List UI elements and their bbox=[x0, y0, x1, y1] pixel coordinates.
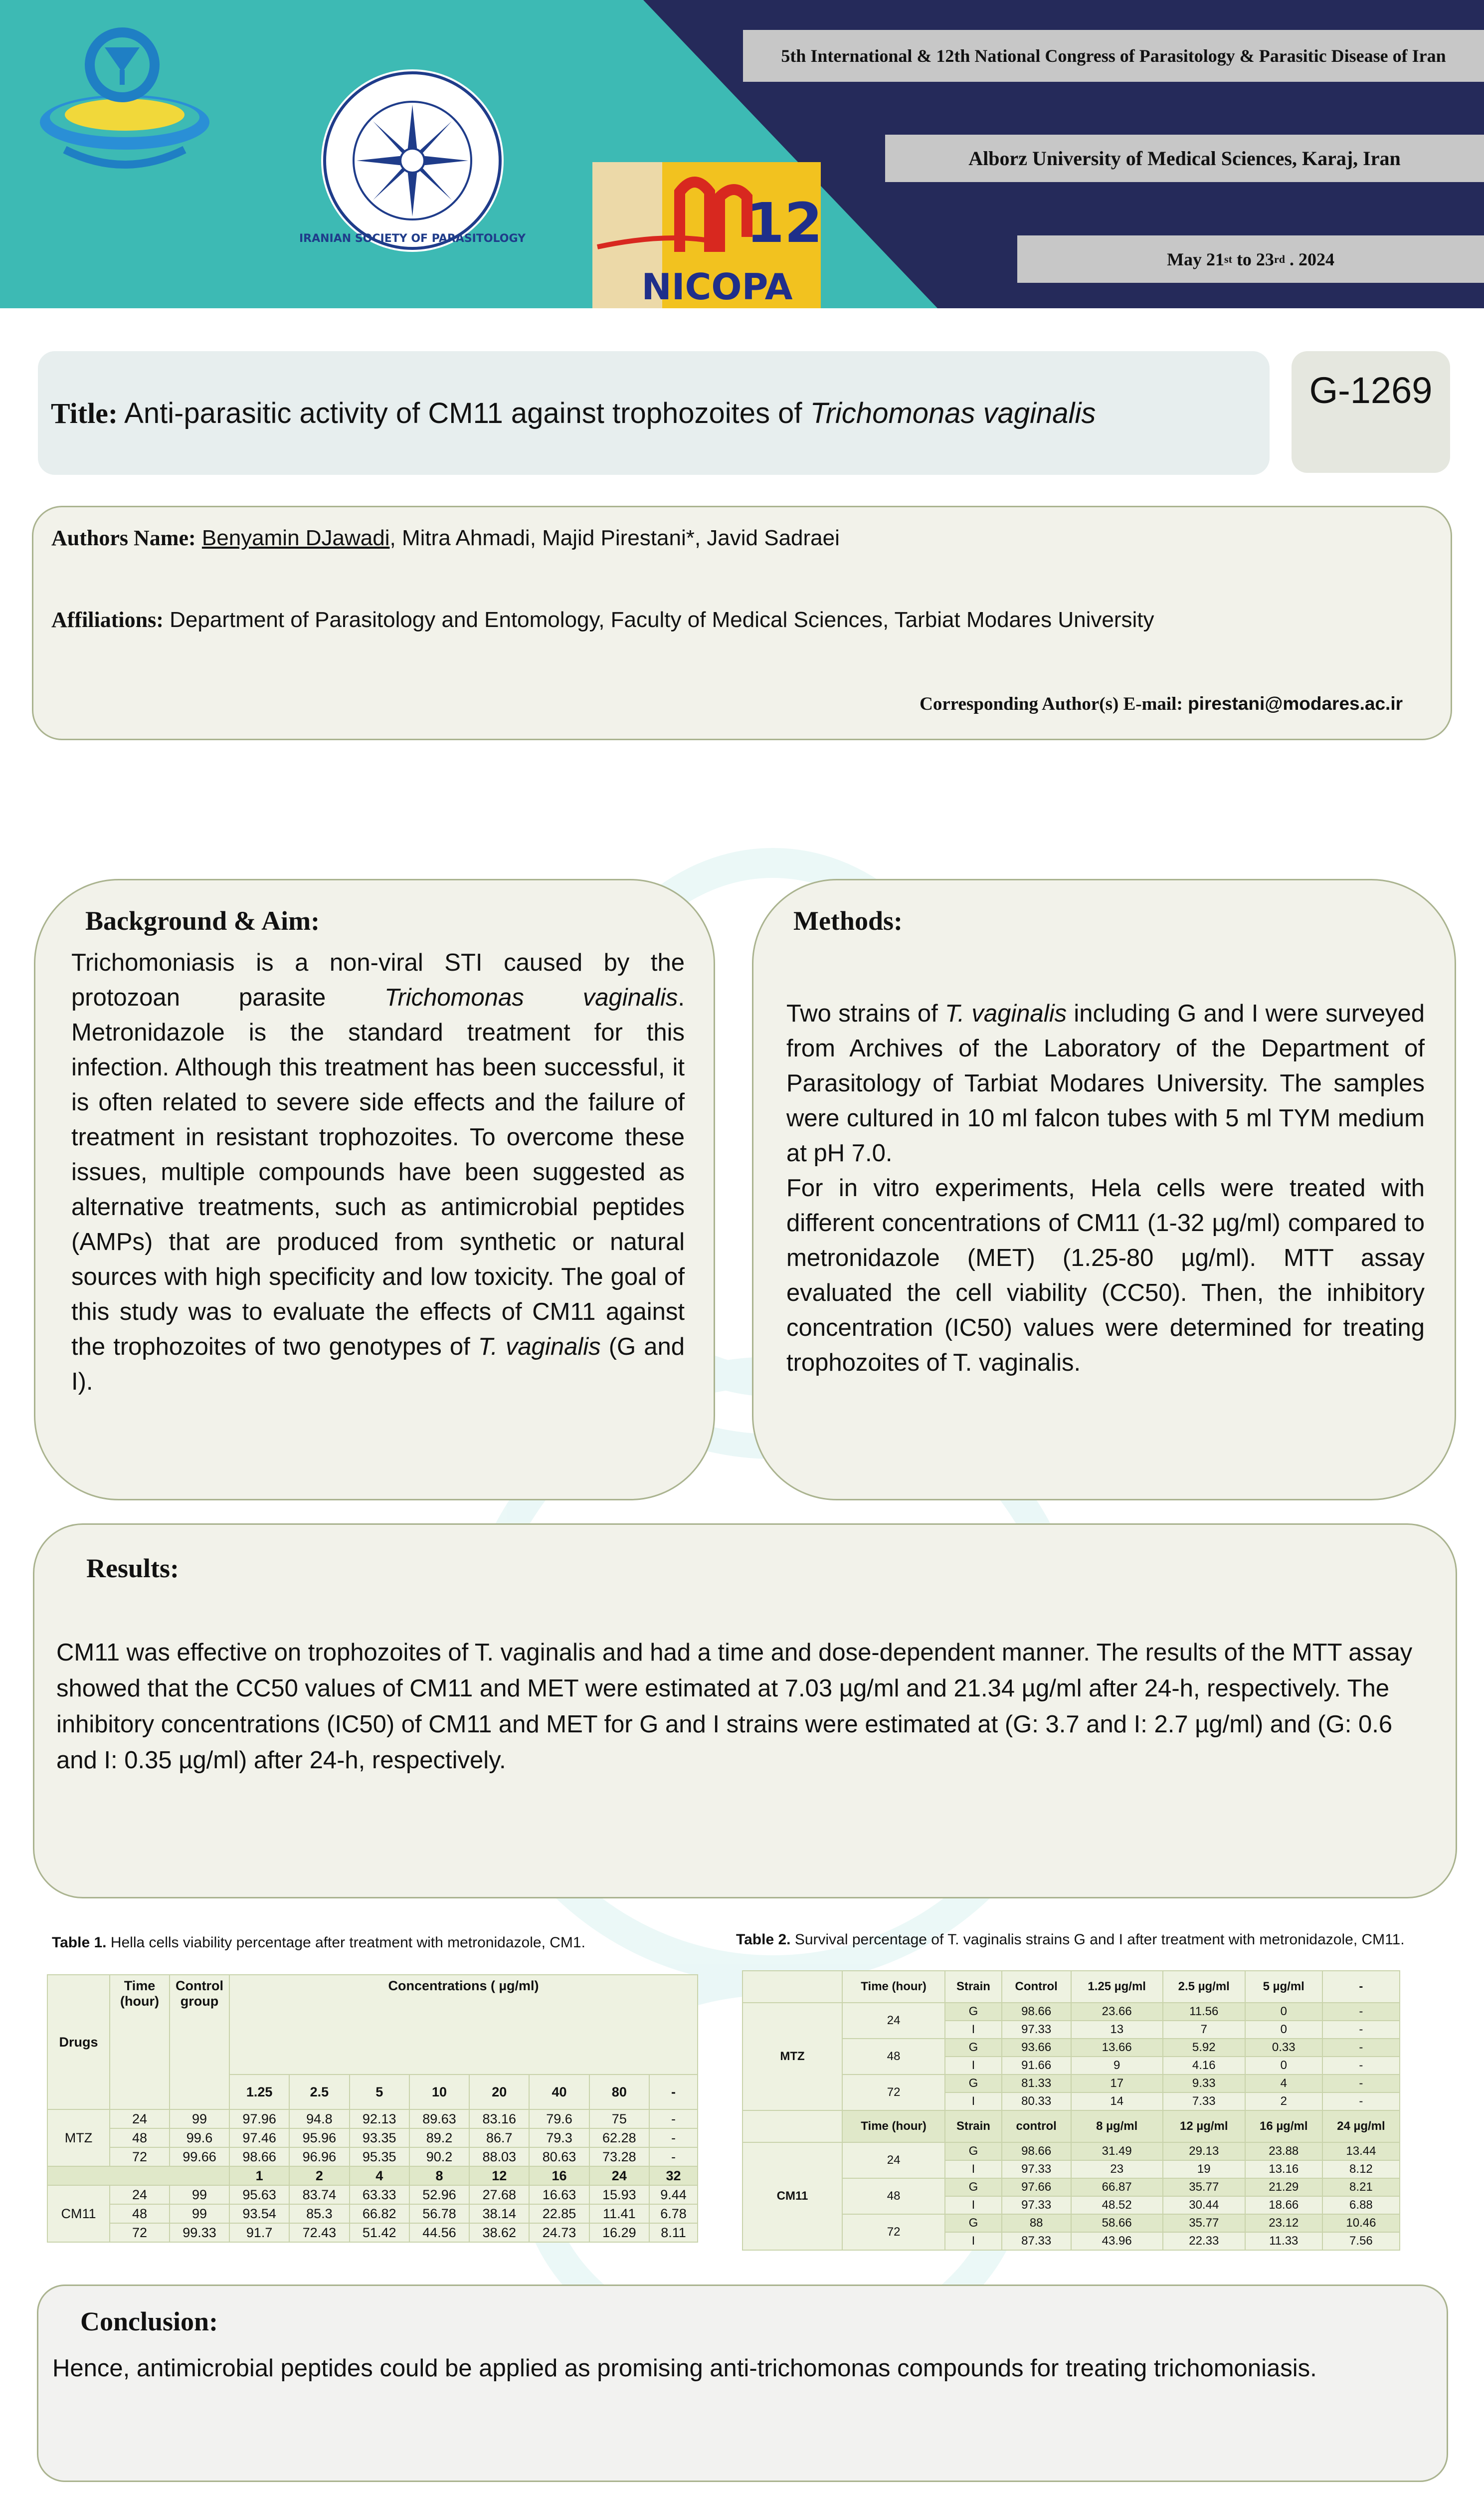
table2-cell: - bbox=[1322, 2075, 1400, 2092]
table1-cell: 9.44 bbox=[649, 2185, 698, 2204]
table2-cell: 93.66 bbox=[1002, 2039, 1071, 2057]
background-species-short: T. vaginalis bbox=[478, 1333, 601, 1360]
table1-header-concentrations: Concentrations ( µg/ml) bbox=[229, 1975, 698, 2075]
poster-title bbox=[51, 397, 1096, 430]
table-row bbox=[47, 2223, 698, 2242]
table1-cell: 51.42 bbox=[350, 2223, 409, 2242]
methods-p2: including G and I were surveyed from Archives of the Laboratory of the Department of Parasitology of Tarbiat Modares University. The samples were cultured in 10 ml falcon tubes with 5 ml TYM medium at pH 7.0. bbox=[786, 1000, 1425, 1167]
table2-cell: 35.77 bbox=[1163, 2214, 1245, 2232]
methods-panel bbox=[752, 879, 1456, 1500]
table2-cell: 98.66 bbox=[1002, 2003, 1071, 2021]
table-row bbox=[47, 2204, 698, 2223]
table2-cell: 4 bbox=[1245, 2075, 1322, 2092]
table1-conc-header: 10 bbox=[409, 2075, 469, 2109]
table1-cell: 11.41 bbox=[589, 2204, 649, 2223]
table2-cell: 0 bbox=[1245, 2003, 1322, 2021]
results-heading: Results: bbox=[86, 1553, 179, 1583]
table1-cell: 93.54 bbox=[229, 2204, 289, 2223]
table2-cell: - bbox=[1322, 2021, 1400, 2039]
table1-cell: 73.28 bbox=[589, 2147, 649, 2166]
table1-cell: 80.63 bbox=[529, 2147, 589, 2166]
table1-cm-conc-header: 24 bbox=[589, 2166, 649, 2185]
background-p1: Trichomoniasis is a non-viral STI caused by the protozoan parasite bbox=[71, 949, 685, 1011]
table1-conc-header: 2.5 bbox=[289, 2075, 349, 2109]
table1-cell: - bbox=[649, 2109, 698, 2128]
table2-header: 5 µg/ml bbox=[1245, 1971, 1322, 2003]
table1-cell: 72 bbox=[110, 2223, 170, 2242]
table2-cell: 23.88 bbox=[1245, 2142, 1322, 2160]
title-text: Anti-parasitic activity of CM11 against trophozoites of bbox=[124, 397, 810, 429]
table2-cell: 18.66 bbox=[1245, 2196, 1322, 2214]
table2-cell: 91.66 bbox=[1002, 2057, 1071, 2075]
conclusion-text: Hence, antimicrobial peptides could be applied as promising anti-trichomonas compounds for treating trichomoniasis. bbox=[52, 2355, 1317, 2382]
table2-time: 48 bbox=[842, 2178, 945, 2214]
table1-cell: 72.43 bbox=[289, 2223, 349, 2242]
table1-cm-conc-header: 1 bbox=[229, 2166, 289, 2185]
table2-cell: 31.49 bbox=[1071, 2142, 1163, 2160]
table1-conc-header: 20 bbox=[469, 2075, 529, 2109]
table2-cell: 6.88 bbox=[1322, 2196, 1400, 2214]
table2-cell: G bbox=[945, 2003, 1002, 2021]
table1-caption-label: Table 1. bbox=[52, 1934, 107, 1951]
methods-text bbox=[786, 996, 1425, 1380]
table2-cell: - bbox=[1322, 2092, 1400, 2110]
table2-cell: 8.21 bbox=[1322, 2178, 1400, 2196]
table1-header-drugs: Drugs bbox=[47, 1975, 110, 2109]
table2-cell: 7.56 bbox=[1322, 2232, 1400, 2250]
table1-cell: 75 bbox=[589, 2109, 649, 2128]
nicopa-number: 12 bbox=[746, 191, 823, 255]
affiliations-line bbox=[51, 607, 1154, 632]
table1-cell: 92.13 bbox=[350, 2109, 409, 2128]
table1-header-control: Control group bbox=[170, 1975, 229, 2109]
other-authors: , Mitra Ahmadi, Majid Pirestani*, Javid Sadraei bbox=[389, 526, 840, 550]
table2-header: 16 µg/ml bbox=[1245, 2110, 1322, 2142]
table1-cell: 79.3 bbox=[529, 2128, 589, 2147]
methods-p3: For in vitro experiments, Hela cells were treated with different concentrations of CM11 (1-32 µg/ml) compared to metronidazole (MET) (1.25-80 µg/ml). MTT assay evaluated the cell viability (CC50). Then, the inhibitory concentration (IC50) values were determined for treating trophozoites of T. vaginalis. bbox=[786, 1175, 1425, 1376]
email-link[interactable]: pirestani@modares.ac.ir bbox=[1188, 693, 1403, 714]
table1-cell: 99 bbox=[170, 2109, 229, 2128]
table1-cell: 22.85 bbox=[529, 2204, 589, 2223]
table1-cell: 66.82 bbox=[350, 2204, 409, 2223]
table2-cell: G bbox=[945, 2075, 1002, 2092]
table2-cell: 23 bbox=[1071, 2160, 1163, 2178]
date-ribbon: May 21 st to 23 rd . 2024 bbox=[1017, 235, 1484, 283]
table2-cell: I bbox=[945, 2232, 1002, 2250]
table2-cell: 11.56 bbox=[1163, 2003, 1245, 2021]
table2-cell: I bbox=[945, 2160, 1002, 2178]
table2-cell: 0 bbox=[1245, 2021, 1322, 2039]
table2-time: 72 bbox=[842, 2214, 945, 2250]
table2-cell: 13.16 bbox=[1245, 2160, 1322, 2178]
conclusion-heading: Conclusion: bbox=[80, 2306, 218, 2336]
table2-header: Strain bbox=[945, 1971, 1002, 2003]
table1-cell: 91.7 bbox=[229, 2223, 289, 2242]
table1-cell: 44.56 bbox=[409, 2223, 469, 2242]
table1-cell: 63.33 bbox=[350, 2185, 409, 2204]
table2-time: 24 bbox=[842, 2142, 945, 2178]
table1-blank-cell bbox=[47, 2166, 229, 2185]
table2-cell: G bbox=[945, 2214, 1002, 2232]
table2-header: - bbox=[1322, 1971, 1400, 2003]
nicopa-logo-icon bbox=[592, 162, 821, 308]
table1-cell: 24 bbox=[110, 2109, 170, 2128]
table2-header: Time (hour) bbox=[842, 2110, 945, 2142]
table1-caption-text: Hella cells viability percentage after treatment with metronidazole, CM1. bbox=[106, 1934, 585, 1951]
table2-cell: - bbox=[1322, 2039, 1400, 2057]
table2-header: 1.25 µg/ml bbox=[1071, 1971, 1163, 2003]
table1-cell: 38.62 bbox=[469, 2223, 529, 2242]
table2-cell: 80.33 bbox=[1002, 2092, 1071, 2110]
table1-cell: - bbox=[649, 2128, 698, 2147]
table2-cell: 88 bbox=[1002, 2214, 1071, 2232]
table2-cell: 35.77 bbox=[1163, 2178, 1245, 2196]
table2-caption bbox=[736, 1931, 1405, 1948]
table1-cell: 99 bbox=[170, 2185, 229, 2204]
table1-cell: 89.63 bbox=[409, 2109, 469, 2128]
table1 bbox=[47, 1974, 698, 2243]
university-ribbon: Alborz University of Medical Sciences, Karaj, Iran bbox=[885, 135, 1484, 182]
table-row bbox=[742, 2142, 1400, 2160]
table1-conc-header: - bbox=[649, 2075, 698, 2109]
table2-cell: 13.44 bbox=[1322, 2142, 1400, 2160]
presenter-name: Benyamin DJawadi bbox=[201, 526, 390, 550]
table1-cell: 79.6 bbox=[529, 2109, 589, 2128]
methods-heading: Methods: bbox=[793, 906, 903, 936]
table2-cell: 0.33 bbox=[1245, 2039, 1322, 2057]
email-label: Corresponding Author(s) E-mail: bbox=[920, 694, 1183, 714]
table2-cell: 17 bbox=[1071, 2075, 1163, 2092]
conclusion-panel bbox=[37, 2285, 1448, 2482]
table1-cell: 85.3 bbox=[289, 2204, 349, 2223]
table2-header: Time (hour) bbox=[842, 1971, 945, 2003]
table2-cell: 66.87 bbox=[1071, 2178, 1163, 2196]
table1-cell: 8.11 bbox=[649, 2223, 698, 2242]
table2-cell: 22.33 bbox=[1163, 2232, 1245, 2250]
title-species: Trichomonas vaginalis bbox=[810, 397, 1096, 429]
table2 bbox=[742, 1970, 1400, 2251]
table1-conc-header: 80 bbox=[589, 2075, 649, 2109]
table2-cell: G bbox=[945, 2178, 1002, 2196]
table1-cell: 99.6 bbox=[170, 2128, 229, 2147]
table1-cell: 95.35 bbox=[350, 2147, 409, 2166]
table1-cell: 88.03 bbox=[469, 2147, 529, 2166]
table2-cell: 5.92 bbox=[1163, 2039, 1245, 2057]
table2-cell: 48.52 bbox=[1071, 2196, 1163, 2214]
table2-cell: 97.33 bbox=[1002, 2196, 1071, 2214]
table-row bbox=[47, 2185, 698, 2204]
table-row bbox=[47, 2147, 698, 2166]
table2-cell: 14 bbox=[1071, 2092, 1163, 2110]
table1-cell: 52.96 bbox=[409, 2185, 469, 2204]
table1-conc-header: 5 bbox=[350, 2075, 409, 2109]
affiliations-label: Affiliations: bbox=[51, 608, 164, 632]
table2-cell: 8.12 bbox=[1322, 2160, 1400, 2178]
table1-cell: 94.8 bbox=[289, 2109, 349, 2128]
table2-header: 24 µg/ml bbox=[1322, 2110, 1400, 2142]
table2-cell: 81.33 bbox=[1002, 2075, 1071, 2092]
table2-cell: 97.33 bbox=[1002, 2021, 1071, 2039]
table2-caption-text: Survival percentage of T. vaginalis strains G and I after treatment with metronidazole, CM11. bbox=[790, 1931, 1405, 1948]
methods-p1: Two strains of bbox=[786, 1000, 945, 1027]
authors-label: Authors Name: bbox=[51, 526, 196, 550]
nicopa-text: NICOPA bbox=[641, 266, 793, 308]
table-row bbox=[742, 2003, 1400, 2021]
table1-cm-conc-header: 8 bbox=[409, 2166, 469, 2185]
table2-header: 12 µg/ml bbox=[1163, 2110, 1245, 2142]
table1-cm-conc-header: 2 bbox=[289, 2166, 349, 2185]
methods-species: T. vaginalis bbox=[945, 1000, 1067, 1027]
table2-time: 48 bbox=[842, 2039, 945, 2075]
results-panel bbox=[33, 1523, 1457, 1898]
table1-cm-conc-header: 16 bbox=[529, 2166, 589, 2185]
table1-cell: 24 bbox=[110, 2185, 170, 2204]
background-species: Trichomonas vaginalis bbox=[384, 984, 678, 1011]
table1-cell: 83.74 bbox=[289, 2185, 349, 2204]
table2-cell: 7 bbox=[1163, 2021, 1245, 2039]
table1-cm-conc-header: 32 bbox=[649, 2166, 698, 2185]
table1-cell: 86.7 bbox=[469, 2128, 529, 2147]
table1-caption bbox=[52, 1934, 585, 1951]
table2-cell: 97.33 bbox=[1002, 2160, 1071, 2178]
table2-cell: 30.44 bbox=[1163, 2196, 1245, 2214]
seal-text: IRANIAN SOCIETY OF PARASITOLOGY bbox=[299, 232, 526, 245]
table2-header: Control bbox=[1002, 1971, 1071, 2003]
table2-cell: 13.66 bbox=[1071, 2039, 1163, 2057]
congress-ribbon: 5th International & 12th National Congress of Parasitology & Parasitic Disease of Iran bbox=[743, 30, 1484, 82]
table1-cell: 16.29 bbox=[589, 2223, 649, 2242]
email-line bbox=[920, 693, 1403, 715]
table2-cell: 13 bbox=[1071, 2021, 1163, 2039]
table2-drug-label: CM11 bbox=[742, 2142, 842, 2250]
society-seal-icon bbox=[299, 67, 526, 254]
table1-cell: 97.96 bbox=[229, 2109, 289, 2128]
table2-cell: I bbox=[945, 2092, 1002, 2110]
authors-line bbox=[51, 525, 840, 551]
table2-header: 2.5 µg/ml bbox=[1163, 1971, 1245, 2003]
table2-cell: 97.66 bbox=[1002, 2178, 1071, 2196]
table2-cell: 21.29 bbox=[1245, 2178, 1322, 2196]
table1-conc-header: 40 bbox=[529, 2075, 589, 2109]
table2-header: 8 µg/ml bbox=[1071, 2110, 1163, 2142]
table1-header-time: Time (hour) bbox=[110, 1975, 170, 2109]
table2-cell: 87.33 bbox=[1002, 2232, 1071, 2250]
table1-cell: - bbox=[649, 2147, 698, 2166]
table2-cell: 9 bbox=[1071, 2057, 1163, 2075]
background-heading: Background & Aim: bbox=[85, 906, 320, 936]
background-p2: . Metronidazole is the standard treatment for this infection. Although this treatment has been successful, it is often related to severe side effects and the failure of treatment in resistant trophozoites. To overcome these issues, multiple compounds have been suggested as alternative treatments, such as antimicrobial peptides (AMPs) that are produced from synthetic or natural sources with high specificity and low toxicity. The goal of this study was to evaluate the effects of CM11 against the trophozoites of two genotypes of bbox=[71, 984, 685, 1360]
table2-cell: 19 bbox=[1163, 2160, 1245, 2178]
table1-drug-label: CM11 bbox=[47, 2185, 110, 2242]
table-row bbox=[47, 2128, 698, 2147]
table1-cell: 98.66 bbox=[229, 2147, 289, 2166]
table2-cell: G bbox=[945, 2142, 1002, 2160]
table1-cell: 38.14 bbox=[469, 2204, 529, 2223]
table1-cell: 16.63 bbox=[529, 2185, 589, 2204]
table1-cell: 97.46 bbox=[229, 2128, 289, 2147]
table2-cell: - bbox=[1322, 2003, 1400, 2021]
table2-cell: 43.96 bbox=[1071, 2232, 1163, 2250]
table2-drug-label: MTZ bbox=[742, 2003, 842, 2110]
background-p3: (G and I). bbox=[71, 1333, 685, 1395]
table2-cell: 58.66 bbox=[1071, 2214, 1163, 2232]
table-row bbox=[47, 2109, 698, 2128]
table1-cell: 95.96 bbox=[289, 2128, 349, 2147]
table1-cell: 95.63 bbox=[229, 2185, 289, 2204]
background-panel bbox=[34, 879, 715, 1500]
table1-cell: 24.73 bbox=[529, 2223, 589, 2242]
table1-cell: 6.78 bbox=[649, 2204, 698, 2223]
background-text bbox=[71, 945, 685, 1399]
table2-caption-label: Table 2. bbox=[736, 1931, 791, 1948]
table1-cell: 48 bbox=[110, 2204, 170, 2223]
table2-cell: 9.33 bbox=[1163, 2075, 1245, 2092]
table1-cell: 93.35 bbox=[350, 2128, 409, 2147]
results-text: CM11 was effective on trophozoites of T. vaginalis and had a time and dose-dependent manner. The results of the MTT assay showed that the CC50 values of CM11 and MET were estimated at 7.03 µg/ml and 21.34 µg/ml after 24-h, respectively. The inhibitory concentrations (IC50) of CM11 and MET for G and I strains were estimated at (G: 3.7 and I: 2.7 µg/ml) and (G: 0.6 and I: 0.35 µg/ml) after 24-h, respectively. bbox=[56, 1639, 1413, 1774]
table1-cell: 89.2 bbox=[409, 2128, 469, 2147]
table1-cell: 56.78 bbox=[409, 2204, 469, 2223]
table2-cell: 4.16 bbox=[1163, 2057, 1245, 2075]
poster-code: G-1269 bbox=[1292, 351, 1450, 473]
table2-cell: I bbox=[945, 2057, 1002, 2075]
table2-cell: 2 bbox=[1245, 2092, 1322, 2110]
table1-cell: 48 bbox=[110, 2128, 170, 2147]
authors-panel bbox=[32, 506, 1452, 740]
table2-cell: - bbox=[1322, 2057, 1400, 2075]
affiliations-text: Department of Parasitology and Entomology, Faculty of Medical Sciences, Tarbiat Modares University bbox=[170, 608, 1154, 632]
table2-time: 24 bbox=[842, 2003, 945, 2039]
table1-cell: 99.66 bbox=[170, 2147, 229, 2166]
table2-time: 72 bbox=[842, 2075, 945, 2110]
table1-cell: 96.96 bbox=[289, 2147, 349, 2166]
table2-cell: 10.46 bbox=[1322, 2214, 1400, 2232]
table1-cm-conc-header: 4 bbox=[350, 2166, 409, 2185]
table2-header: control bbox=[1002, 2110, 1071, 2142]
table1-cm-conc-header: 12 bbox=[469, 2166, 529, 2185]
table2-cell: 0 bbox=[1245, 2057, 1322, 2075]
table1-drug-label: MTZ bbox=[47, 2109, 110, 2166]
table1-cell: 72 bbox=[110, 2147, 170, 2166]
table2-cell: 7.33 bbox=[1163, 2092, 1245, 2110]
table2-cell: I bbox=[945, 2021, 1002, 2039]
table2-header: Strain bbox=[945, 2110, 1002, 2142]
table2-cell: 23.66 bbox=[1071, 2003, 1163, 2021]
table2-cell: 11.33 bbox=[1245, 2232, 1322, 2250]
table2-cell: G bbox=[945, 2039, 1002, 2057]
nicopa-logo bbox=[592, 162, 821, 308]
table1-cell: 15.93 bbox=[589, 2185, 649, 2204]
table1-cell: 90.2 bbox=[409, 2147, 469, 2166]
table1-cell: 99 bbox=[170, 2204, 229, 2223]
table1-cell: 83.16 bbox=[469, 2109, 529, 2128]
table2-cell: I bbox=[945, 2196, 1002, 2214]
table1-conc-header: 1.25 bbox=[229, 2075, 289, 2109]
table2-cell: 29.13 bbox=[1163, 2142, 1245, 2160]
congress-logo-icon bbox=[25, 15, 224, 180]
table2-cell: 98.66 bbox=[1002, 2142, 1071, 2160]
table1-cell: 99.33 bbox=[170, 2223, 229, 2242]
table1-cell: 27.68 bbox=[469, 2185, 529, 2204]
table1-cell: 62.28 bbox=[589, 2128, 649, 2147]
table2-cell: 23.12 bbox=[1245, 2214, 1322, 2232]
title-box bbox=[38, 351, 1270, 475]
title-label: Title: bbox=[51, 397, 118, 429]
